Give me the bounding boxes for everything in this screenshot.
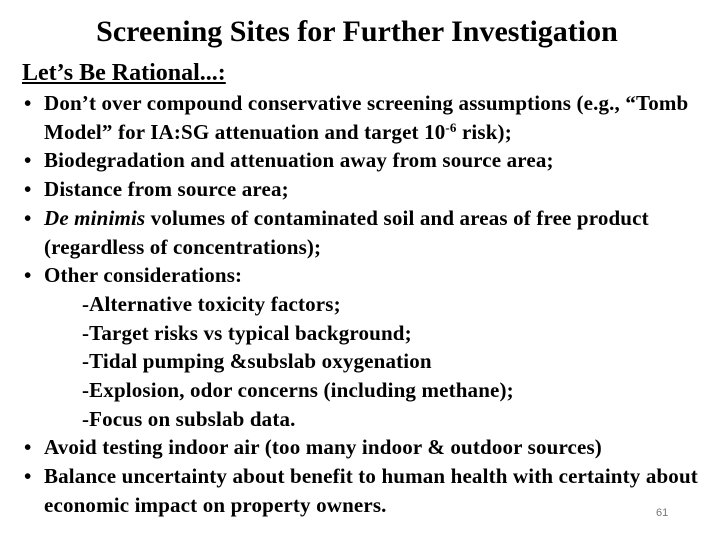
bullet-marker: • bbox=[24, 435, 32, 460]
bullet-text: volumes of contaminated soil and areas of free product (regardless of concentrations); bbox=[44, 205, 649, 259]
bullet-marker: • bbox=[24, 148, 32, 173]
bullet-list bbox=[24, 89, 704, 520]
sub-item: -Alternative toxicity factors; bbox=[82, 291, 341, 316]
bullet-marker: • bbox=[24, 205, 32, 230]
bullet-marker: • bbox=[24, 263, 32, 288]
bullet-text: Other considerations: bbox=[44, 263, 243, 288]
bullet-text: Balance uncertainty about benefit to human health with certainty about economic impact on property owners. bbox=[44, 464, 698, 517]
sub-item: -Focus on subslab data. bbox=[82, 406, 296, 431]
bullet-marker: • bbox=[24, 91, 32, 115]
bullet-text: Biodegradation and attenuation away from source area; bbox=[44, 148, 554, 173]
slide-subtitle: Let’s Be Rational...: bbox=[22, 60, 226, 86]
bullet-marker: • bbox=[24, 464, 32, 489]
bullet-superscript: -6 bbox=[445, 119, 457, 135]
bullet-text: Avoid testing indoor air (too many indoor & outdoor sources) bbox=[44, 435, 602, 460]
slide-title: Screening Sites for Further Investigation bbox=[96, 15, 618, 48]
bullet-item bbox=[24, 261, 704, 433]
sub-item: -Explosion, odor concerns (including methane); bbox=[82, 378, 514, 403]
bullet-item bbox=[24, 204, 704, 261]
bullet-item bbox=[24, 433, 704, 462]
bullet-text: Don’t over compound conservative screening assumptions (e.g., “Tomb Model” for IA:SG attenuation and target 10 bbox=[44, 91, 689, 144]
sub-item: -Target risks vs typical background; bbox=[82, 320, 412, 345]
bullet-text: risk); bbox=[456, 119, 512, 144]
bullet-item bbox=[24, 89, 704, 146]
bullet-item bbox=[24, 175, 704, 204]
page-number: 61 bbox=[656, 507, 669, 519]
bullet-marker: • bbox=[24, 177, 32, 202]
bullet-italic-text: De minimis bbox=[44, 205, 146, 230]
sub-item: -Tidal pumping &subslab oxygenation bbox=[82, 349, 432, 374]
bullet-text: Distance from source area; bbox=[44, 177, 289, 202]
bullet-item bbox=[24, 462, 704, 519]
bullet-item bbox=[24, 146, 704, 175]
